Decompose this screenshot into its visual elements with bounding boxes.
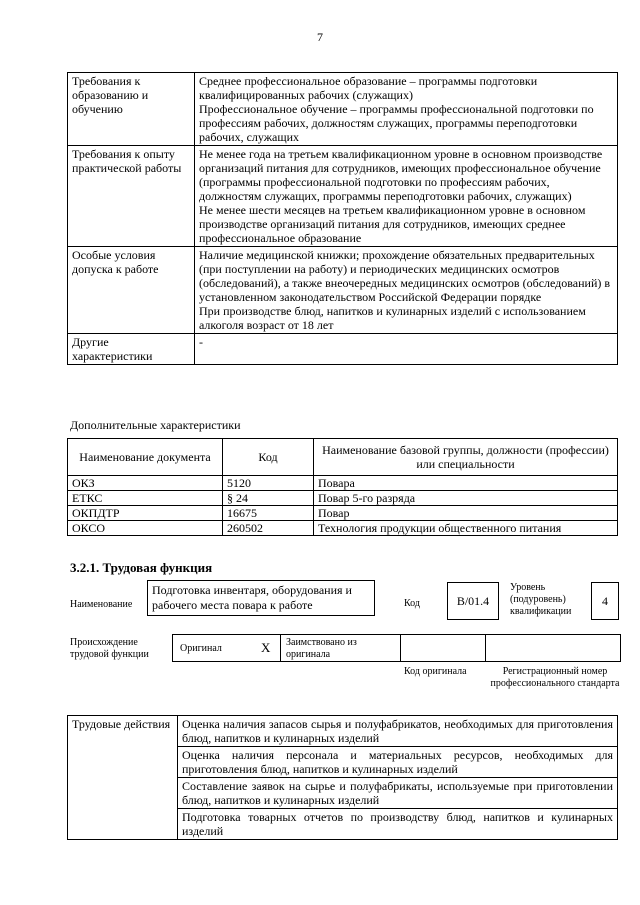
table-row <box>68 476 618 491</box>
cell: ЕТКС <box>68 491 223 506</box>
origin-label: Происхождение трудовой функции <box>70 637 149 660</box>
cell: Повар <box>314 506 618 521</box>
function-name-box: Подготовка инвентаря, оборудования и рабочего места повара к работе <box>147 580 375 616</box>
cell: § 24 <box>223 491 314 506</box>
row-content <box>195 73 618 146</box>
table-row <box>68 506 618 521</box>
table-row <box>68 247 618 334</box>
cell: 5120 <box>223 476 314 491</box>
action-item: Подготовка товарных отчетов по производству блюд, напитков и кулинарных изделий <box>178 809 618 840</box>
reg-number-label: Регистрационный номер профессионального стандарта <box>490 666 620 689</box>
level-box: 4 <box>591 582 619 620</box>
cell: Повара <box>314 476 618 491</box>
original-label: Оригинал <box>180 643 222 654</box>
col-header-code: Код <box>223 439 314 476</box>
cell: Повар 5-го разряда <box>314 491 618 506</box>
col-header-name: Наименование базовой группы, должности (профессии) или специальности <box>314 439 618 476</box>
cell: ОКЗ <box>68 476 223 491</box>
action-item: Составление заявок на сырье и полуфабрикаты, используемые при приготовлении блюд, напитков и кулинарных изделий <box>178 778 618 809</box>
cell: ОКСО <box>68 521 223 536</box>
requirements-table <box>67 72 618 365</box>
name-label: Наименование <box>70 599 133 610</box>
table-header-row <box>68 439 618 476</box>
page-number: 7 <box>317 30 323 44</box>
action-item: Оценка наличия персонала и материальных ресурсов, необходимых для приготовления блюд, напитков и кулинарных изделий <box>178 747 618 778</box>
row-item: Не менее шести месяцев на третьем квалификационном уровне в основном производстве организаций питания для сотрудников, имеющих среднее профессиональное образование <box>199 203 586 245</box>
code-original-label: Код оригинала <box>404 666 467 677</box>
origin-divider <box>485 634 486 662</box>
actions-table <box>67 715 618 840</box>
cell: ОКПДТР <box>68 506 223 521</box>
function-title: 3.2.1. Трудовая функция <box>70 560 213 575</box>
cell: 16675 <box>223 506 314 521</box>
row-label: Требования к образованию и обучению <box>68 73 195 146</box>
borrowed-label: Заимствовано из оригинала <box>286 637 357 660</box>
row-label: Другие характеристики <box>68 334 195 365</box>
row-content <box>195 334 618 365</box>
row-item: При производстве блюд, напитков и кулинарных изделий с использованием алкоголя возраст от 18 лет <box>199 304 586 332</box>
row-content <box>195 146 618 247</box>
row-item: Наличие медицинской книжки; прохождение обязательных предварительных (при поступлении на работу) и периодических медицинских осмотров (обследований), а также внеочередных медицинских осмотров (обследований) в установленном законодательством Российской Федерации порядке <box>199 248 611 304</box>
row-content <box>195 247 618 334</box>
level-label: Уровень (подуровень) квалификации <box>510 582 572 617</box>
function-code-box: B/01.4 <box>447 582 499 620</box>
additional-table <box>67 438 618 536</box>
row-item: - <box>199 335 203 349</box>
table-row <box>68 491 618 506</box>
origin-divider <box>280 634 281 662</box>
row-label: Особые условия допуска к работе <box>68 247 195 334</box>
row-item: Среднее профессиональное образование – программы подготовки квалифицированных рабочих (служащих) <box>199 74 538 102</box>
table-row <box>68 73 618 146</box>
table-row <box>68 521 618 536</box>
table-row <box>68 146 618 247</box>
action-item: Оценка наличия запасов сырья и полуфабрикатов, необходимых для приготовления блюд, напитков и кулинарных изделий <box>178 716 618 747</box>
additional-title: Дополнительные характеристики <box>70 418 241 432</box>
row-item: Профессиональное обучение – программы профессиональной подготовки по профессиям рабочих, должностям служащих, программы переподготовки рабочих, служащих <box>199 102 594 144</box>
row-label: Трудовые действия <box>68 716 178 840</box>
row-item: Не менее года на третьем квалификационном уровне в основном производстве организаций питания для сотрудников, имеющих профессиональное обучение (программы профессиональной подготовки по профессиям рабочих, должностям служащих, программы переподготовки рабочих, служащих) <box>199 147 603 203</box>
row-label: Требования к опыту практической работы <box>68 146 195 247</box>
table-row <box>68 716 618 747</box>
code-label: Код <box>404 598 420 609</box>
origin-box <box>172 634 621 662</box>
cell: Технология продукции общественного питания <box>314 521 618 536</box>
cell: 260502 <box>223 521 314 536</box>
table-row <box>68 334 618 365</box>
original-mark: X <box>261 640 271 655</box>
origin-divider <box>400 634 401 662</box>
col-header-doc: Наименование документа <box>68 439 223 476</box>
